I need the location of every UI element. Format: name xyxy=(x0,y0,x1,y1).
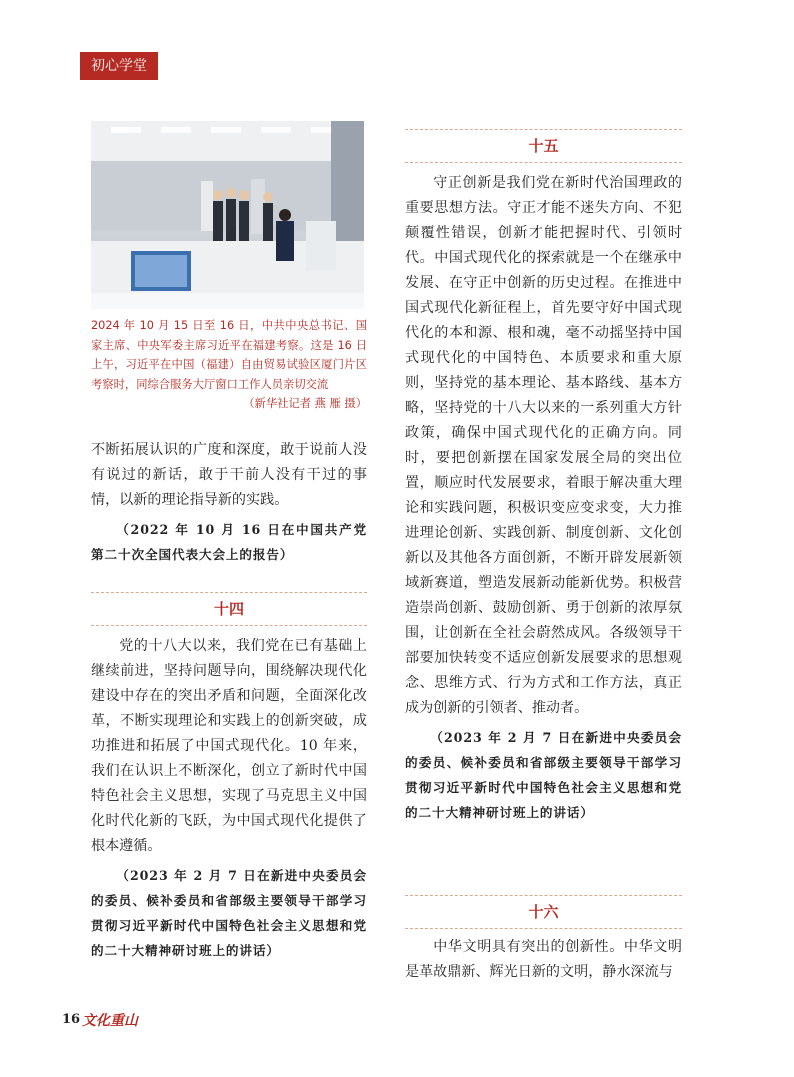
source-note-1: （2022 年 10 月 16 日在中国共产党第二十次全国代表大会上的报告） xyxy=(91,522,367,562)
paragraph-continued: 不断拓展认识的广度和深度，敢于说前人没有说过的新话，敢于干前人没有干过的事情，以新的理论指导新的实践。 xyxy=(91,442,367,508)
paragraph-16: 中华文明具有突出的创新性。中华文明是革故鼎新、辉光日新的文明，静水深流与 xyxy=(405,939,682,980)
source-note-15: （2023 年 2 月 7 日在新进中央委员会的委员、候补委员和省部级主要领导干部学习贯彻习近平新时代中国特色社会主义思想和党的二十大精神研讨班上的讲话） xyxy=(405,730,682,820)
caption-text: 2024 年 10 月 15 日至 16 日，中共中央总书记、国家主席、中央军委主席习近平在福建考察。这是 16 日上午，习近平在中国（福建）自由贸易试验区厦门片区考察时，同综合服务大厅窗口工作人员亲切交流 xyxy=(91,319,367,391)
page-number: 16 xyxy=(62,1012,81,1027)
left-column-top xyxy=(91,438,367,567)
section-heading-16: 十六 xyxy=(405,895,682,929)
section-heading-14: 十四 xyxy=(91,592,367,626)
column-tag: 初心学堂 xyxy=(80,52,158,80)
photo-caption xyxy=(91,316,367,414)
photo-illustration xyxy=(91,121,364,309)
right-column-bottom xyxy=(405,935,682,985)
source-note-14: （2023 年 2 月 7 日在新进中央委员会的委员、候补委员和省部级主要领导干部学习贯彻习近平新时代中国特色社会主义思想和党的二十大精神研讨班上的讲话） xyxy=(91,868,367,958)
caption-credit: （新华社记者 燕 雁 摄） xyxy=(243,397,367,410)
news-photo xyxy=(91,121,364,309)
magazine-logo: 文化重山 xyxy=(82,1013,138,1029)
left-column-bottom xyxy=(91,634,367,963)
paragraph-14: 党的十八大以来，我们党在已有基础上继续前进，坚持问题导向，围绕解决现代化建设中存在的突出矛盾和问题，全面深化改革，不断实现理论和实践上的创新突破，成功推进和拓展了中国式现代化。10 年来，我们在认识上不断深化，创立了新时代中国特色社会主义思想，实现了马克思主义中国化时代化新的飞跃，为中国式现代化提供了根本遵循。 xyxy=(91,638,367,854)
paragraph-15: 守正创新是我们党在新时代治国理政的重要思想方法。守正才能不迷失方向、不犯颠覆性错误，创新才能把握时代、引领时代。中国式现代化的探索就是一个在继承中发展、在守正中创新的历史过程。在推进中国式现代化新征程上，首先要守好中国式现代化的本和源、根和魂，毫不动摇坚持中国式现代化的中国特色、本质要求和重大原则，坚持党的基本理论、基本路线、基本方略，坚持党的十八大以来的一系列重大方针政策，确保中国式现代化的正确方向。同时，要把创新摆在国家发展全局的突出位置，顺应时代发展要求，着眼于解决重大理论和实践问题，积极识变应变求变，大力推进理论创新、实践创新、制度创新、文化创新以及其他各方面创新，不断开辟发展新领域新赛道，塑造发展新动能新优势。积极营造崇尚创新、鼓励创新、勇于创新的浓厚氛围，让创新在全社会蔚然成风。各级领导干部要加快转变不适应创新发展要求的思想观念、思维方式、行为方式和工作方法，真正成为创新的引领者、推动者。 xyxy=(405,175,682,716)
right-column-top xyxy=(405,171,682,825)
section-heading-15: 十五 xyxy=(405,129,682,163)
